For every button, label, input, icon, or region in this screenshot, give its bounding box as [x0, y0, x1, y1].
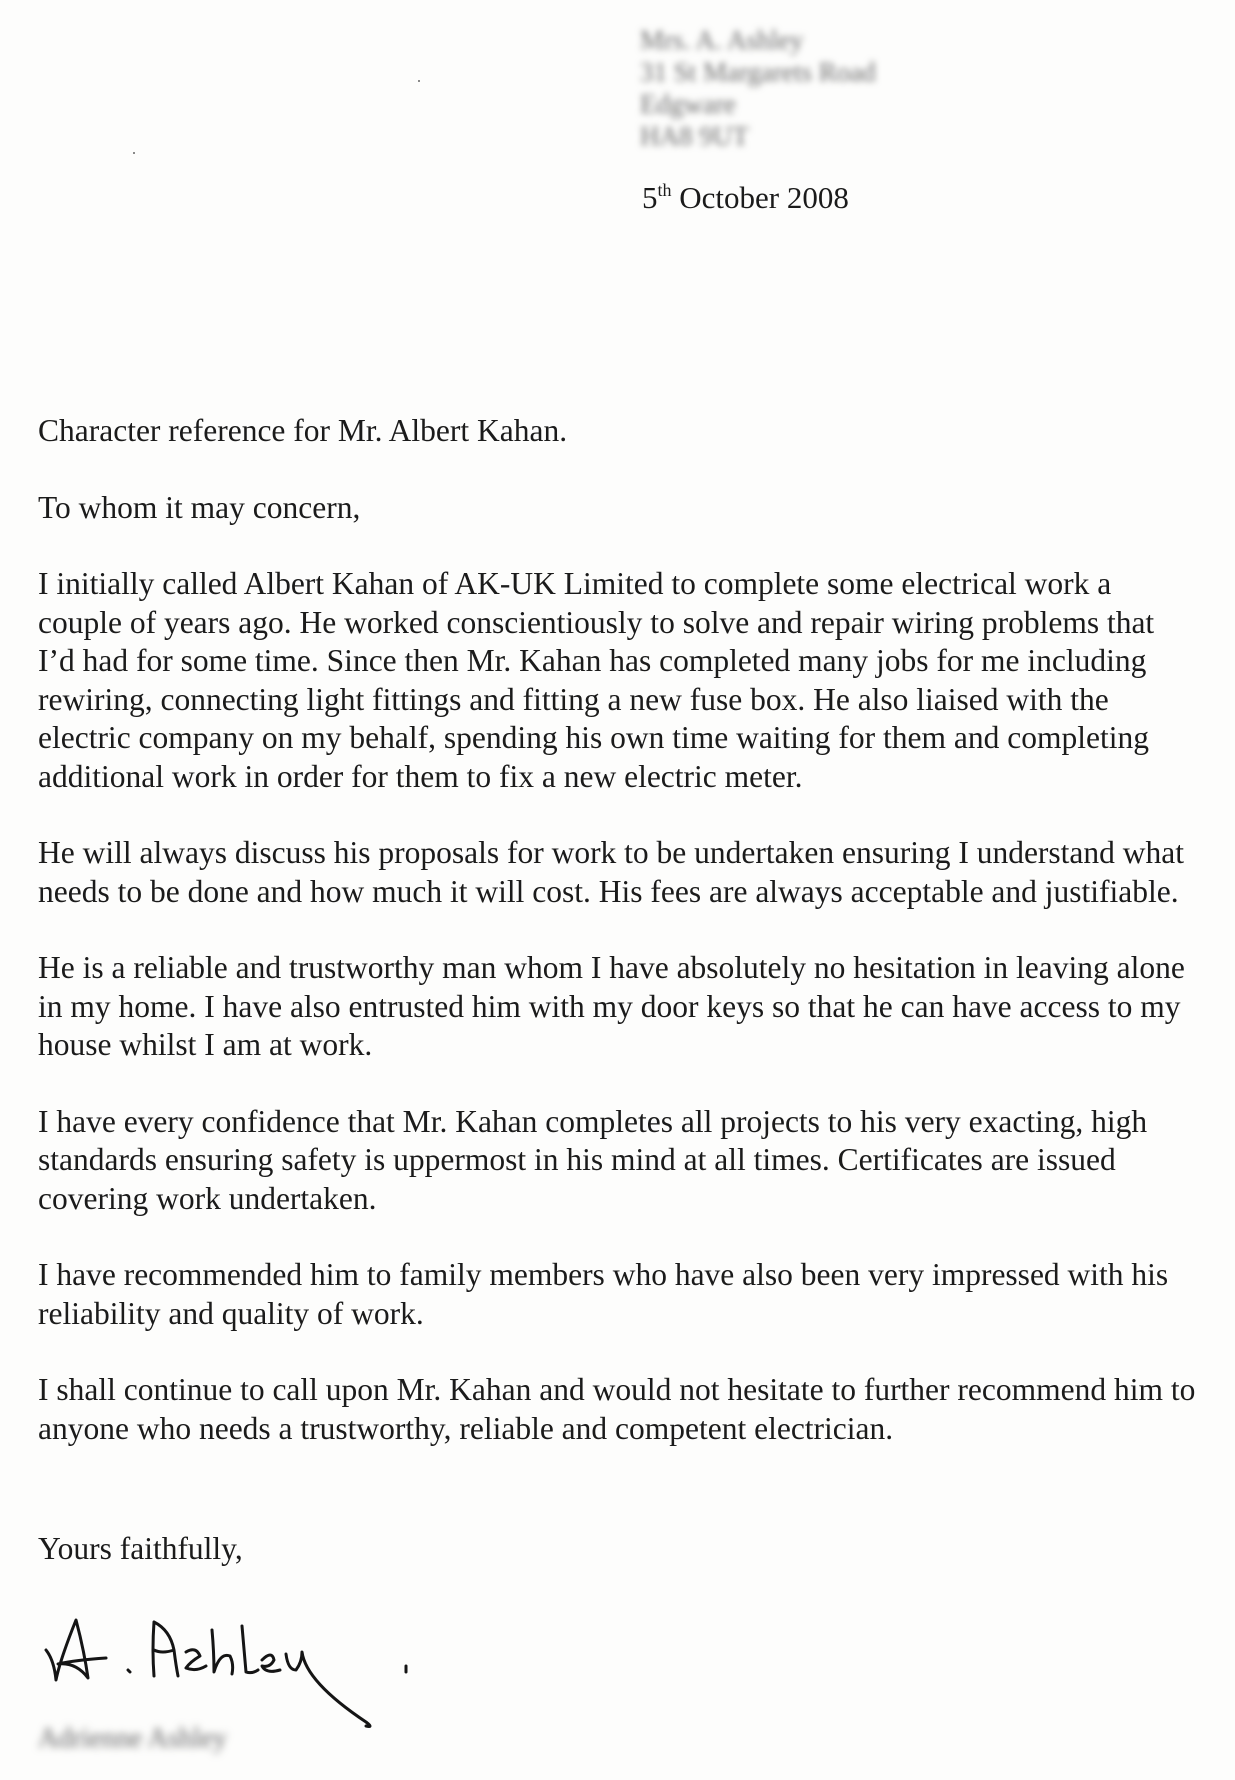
letter-body [38, 412, 1198, 1486]
body-paragraph: He is a reliable and trustworthy man whom I have absolutely no hesitation in leaving alone in my home. I have also entrusted him with my door keys so that he can have access to my house whilst I am at work. [38, 950, 1185, 1062]
address-line: HA8 9UT [640, 121, 749, 151]
scan-speck [133, 152, 135, 154]
address-line: Edgware [640, 89, 736, 119]
letter-closing: Yours faithfully, [38, 1531, 243, 1566]
letter-subject: Character reference for Mr. Albert Kahan. [38, 413, 568, 448]
letter-date [642, 180, 849, 220]
sender-address [640, 24, 980, 152]
body-paragraph: I initially called Albert Kahan of AK-UK Limited to complete some electrical work a couple of years ago. He worked conscientiously to solve and repair wiring problems that I’d had for some time. Since then Mr. Kahan has completed many jobs for me including rewiring, connecting light fittings and fitting a new fuse box. He also liaised with the electric company on my behalf, spending his own time waiting for them and completing additional work in order for them to fix a new electric meter. [38, 566, 1155, 794]
handwritten-signature [36, 1590, 456, 1740]
letter-salutation: To whom it may concern, [38, 489, 361, 525]
address-line: Mrs. A. Ashley [640, 25, 804, 55]
scan-speck [418, 80, 420, 82]
date-month-year: October 2008 [679, 180, 849, 215]
body-paragraph: I shall continue to call upon Mr. Kahan and would not hesitate to further recommend him to anyone who needs a trustworthy, reliable and competent electrician. [38, 1372, 1196, 1446]
body-paragraph: I have every confidence that Mr. Kahan completes all projects to his very exacting, high standards ensuring safety is uppermost in his mind at all times. Certificates are issued covering work undertaken. [38, 1103, 1148, 1216]
body-paragraph: I have recommended him to family members who have also been very impressed with his reliability and quality of work. [38, 1257, 1169, 1331]
date-day-suffix: th [657, 180, 672, 200]
body-paragraph: He will always discuss his proposals for work to be undertaken ensuring I understand what needs to be done and how much it will cost. His fees are always acceptable and justifiable. [38, 835, 1185, 909]
address-line: 31 St Margarets Road [640, 57, 876, 87]
signer-name: Adrienne Ashley [38, 1723, 227, 1754]
date-day: 5 [642, 180, 658, 215]
